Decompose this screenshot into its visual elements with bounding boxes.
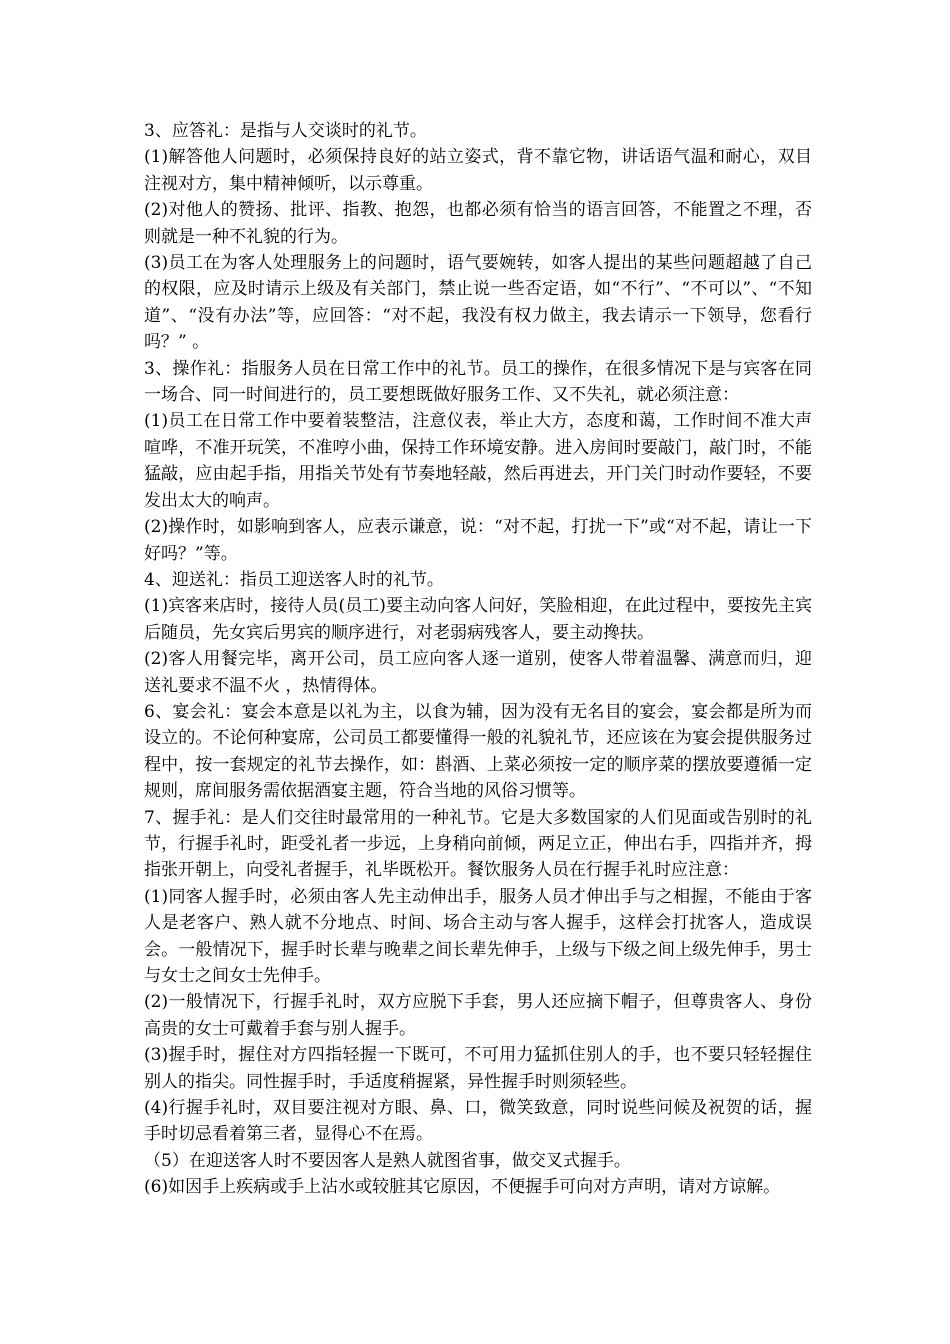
- paragraph-item: (1)解答他人问题时，必须保持良好的站立姿式，背不靠它物，讲话语气温和耐心，双目注视对方，集中精神倾听，以示尊重。: [144, 147, 812, 194]
- paragraph-item: (2)客人用餐完毕，离开公司，员工应向客人逐一道别，使客人带着温馨、满意而归，迎送礼要求不温不火 ，热情得体。: [144, 649, 812, 696]
- paragraph-item: （5）在迎送客人时不要因客人是熟人就图省事，做交叉式握手。: [144, 1150, 631, 1171]
- heading-operation-etiquette: 3、操作礼：指服务人员在日常工作中的礼节。员工的操作，在很多情况下是与宾客在同一场合、同一时间进行的，员工要想既做好服务工作、又不失礼，就必须注意：: [144, 358, 812, 406]
- paragraph-item: (1)同客人握手时，必须由客人先主动伸出手，服务人员才伸出手与之相握，不能由于客人是老客户、熟人就不分地点、时间、场合主动与客人握手，这样会打扰客人，造成误会。一般情况下，握手时长辈与晚辈之间长辈先伸手，上级与下级之间上级先伸手，男士与女士之间女士先伸手。: [144, 886, 812, 986]
- paragraph-item: (4)行握手礼时，双目要注视对方眼、鼻、口，微笑致意，同时说些问候及祝贺的话，握手时切忌看着第三者，显得心不在焉。: [144, 1098, 812, 1145]
- heading-greeting-etiquette: 4、迎送礼：指员工迎送客人时的礼节。: [144, 569, 444, 590]
- document-page: [144, 118, 812, 1201]
- paragraph-item: (1)员工在日常工作中要着装整洁，注意仪表，举止大方，态度和蔼，工作时间不准大声喧哗，不准开玩笑，不准哼小曲，保持工作环境安静。进入房间时要敲门，敲门时，不能猛敲，应由起手指，用指关节处有节奏地轻敲，然后再进去，开门关门时动作要轻，不要发出太大的响声。: [144, 411, 812, 511]
- heading-answering-etiquette: 3、应答礼：是指与人交谈时的礼节。: [144, 121, 427, 141]
- paragraph-item: (2)对他人的赞扬、批评、指教、抱怨，也都必须有恰当的语言回答，不能置之不理，否则就是一种不礼貌的行为。: [144, 200, 812, 247]
- paragraph-item: (3)员工在为客人处理服务上的问题时，语气要婉转，如客人提出的某些问题超越了自己的权限，应及时请示上级及有关部门，禁止说一些否定语，如“不行”、“不可以”、“不知道”、“没有办法”等，应回答：“对不起，我没有权力做主，我去请示一下领导，您看行吗？” 。: [144, 253, 812, 353]
- heading-banquet-etiquette: 6、宴会礼：宴会本意是以礼为主，以食为辅，因为没有无名目的宴会，宴会都是所为而设立的。不论何种宴席，公司员工都要懂得一般的礼貌礼节，还应该在为宴会提供服务过程中，按一套规定的礼节去操作，如：斟酒、上菜必须按一定的顺序菜的摆放要遵循一定规则，席间服务需依据酒宴主题，符合当地的风俗习惯等。: [144, 701, 812, 802]
- paragraph-item: (1)宾客来店时，接待人员(员工)要主动向客人问好，笑脸相迎，在此过程中，要按先主宾后随员，先女宾后男宾的顺序进行，对老弱病残客人，要主动搀扶。: [144, 596, 812, 643]
- heading-handshake-etiquette: 7、握手礼：是人们交往时最常用的一种礼节。它是大多数国家的人们见面或告别时的礼节，行握手礼时，距受礼者一步远，上身稍向前倾，两足立正，伸出右手，四指并齐，拇指张开朝上，向受礼者握手，礼毕既松开。餐饮服务人员在行握手礼时应注意：: [144, 807, 812, 881]
- paragraph-item: (3)握手时，握住对方四指轻握一下既可，不可用力猛抓住别人的手，也不要只轻轻握住别人的指尖。同性握手时，手适度稍握紧，异性握手时则须轻些。: [144, 1045, 812, 1092]
- paragraph-item: (6)如因手上疾病或手上沾水或较脏其它原因，不便握手可向对方声明，请对方谅解。: [144, 1177, 781, 1198]
- paragraph-item: (2)一般情况下，行握手礼时，双方应脱下手套，男人还应摘下帽子，但尊贵客人、身份高贵的女士可戴着手套与别人握手。: [144, 992, 812, 1039]
- paragraph-item: (2)操作时，如影响到客人，应表示谦意，说：“对不起，打扰一下”或“对不起，请让一下好吗？”等。: [144, 517, 812, 564]
